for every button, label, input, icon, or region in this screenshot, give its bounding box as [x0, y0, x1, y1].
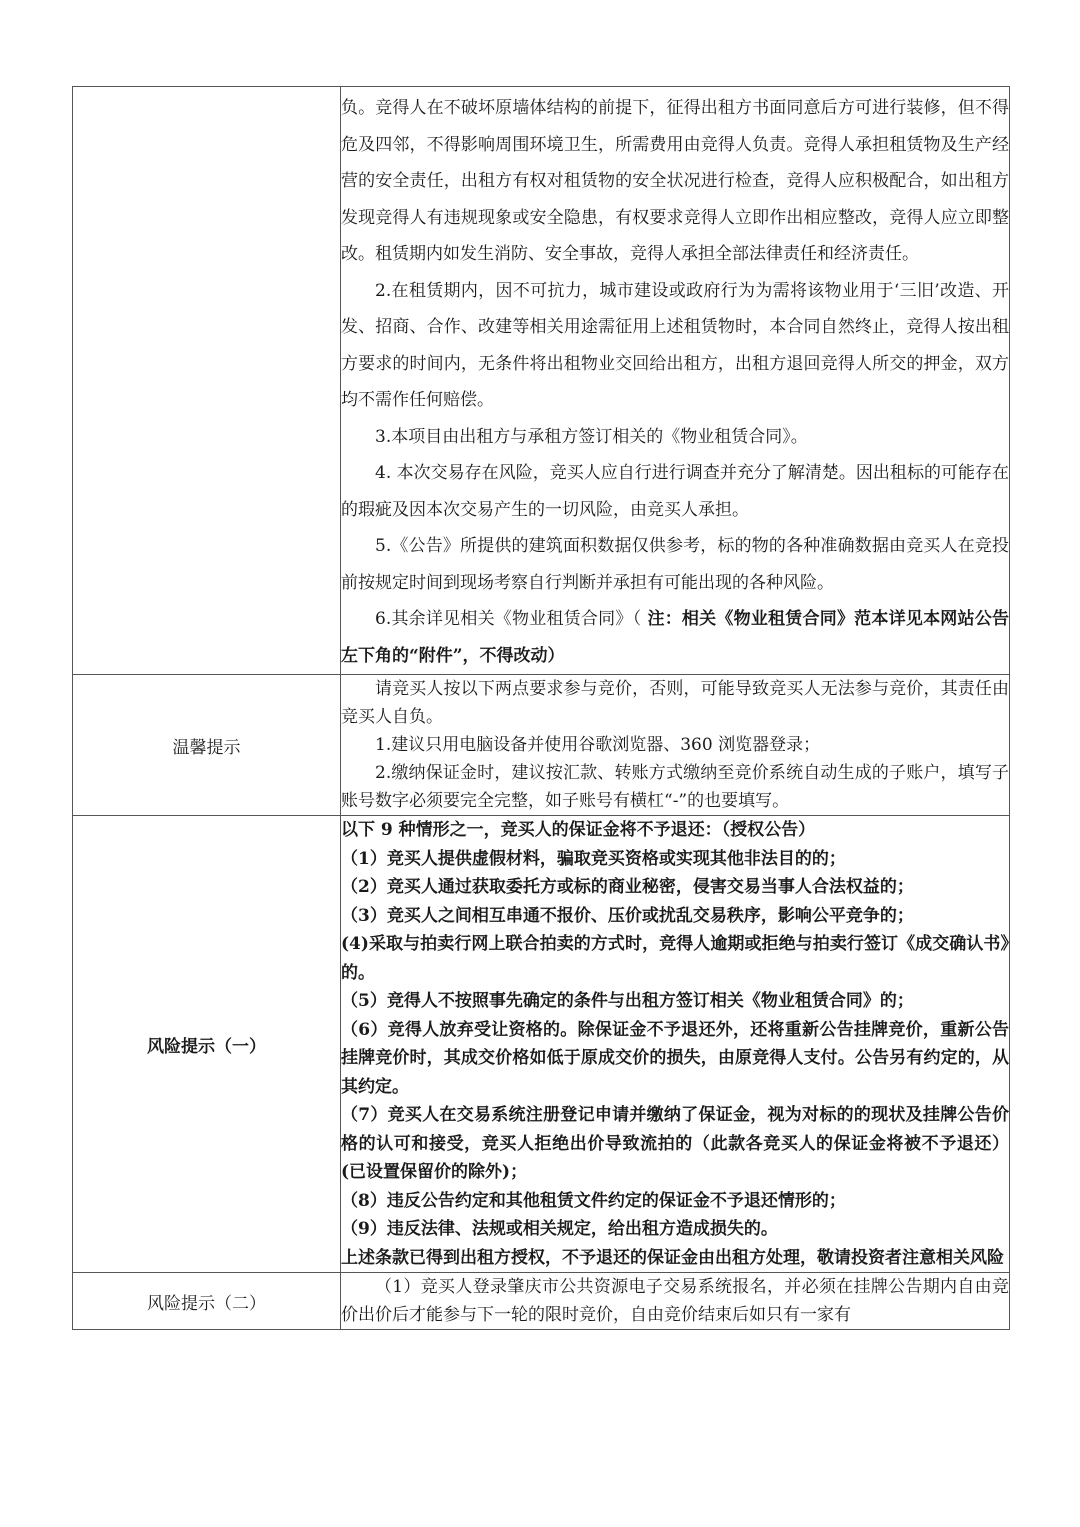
risk-paragraph: （5）竞得人不按照事先确定的条件与出租方签订相关《物业租赁合同》的；: [341, 991, 914, 1011]
risk-2-content: [341, 1273, 1010, 1330]
risk-paragraph: （7）竞买人在交易系统注册登记申请并缴纳了保证金，视为对标的的现状及挂牌公告价格的认可和接受，竞买人拒绝出价导致流拍的（此款各竞买人的保证金将被不予退还）(已设置保留价的除外)；: [341, 1105, 1009, 1182]
terms-paragraph-last: [341, 601, 1009, 674]
risk-paragraph: （3）竞买人之间相互串通不报价、压价或扰乱交易秩序，影响公平竞争的；: [341, 905, 914, 926]
terms-plain-text: 6.其余详见相关《物业租赁合同》（: [375, 609, 642, 629]
risk-paragraph: （6）竞得人放弃受让资格的。除保证金不予退还外，还将重新公告挂牌竞价，重新公告挂牌竞价时，其成交价格如低于原成交价的损失，由原竞得人支付。公告另有约定的，从其约定。: [341, 1019, 1009, 1097]
risk-paragraph: 上述条款已得到出租方授权，不予退还的保证金由出租方处理，敬请投资者注意相关风险: [341, 1247, 1004, 1268]
reminder-paragraph: 2.缴纳保证金时，建议按汇款、转账方式缴纳至竞价系统自动生成的子账户，填写子账号数字必须要完全完整，如子账号有横杠“-”的也要填写。: [341, 763, 1009, 811]
row-label-reminder: 温馨提示: [73, 675, 341, 816]
risk-paragraph: （9）违反法律、法规或相关规定，给出租方造成损失的。: [341, 1219, 778, 1239]
reminder-content: [341, 675, 1010, 816]
terms-paragraph: 负。竞得人在不破坏原墙体结构的前提下，征得出租方书面同意后方可进行装修，但不得危及四邻，不得影响周围环境卫生，所需费用由竞得人负责。竞得人承担租赁物及生产经营的安全责任，出租方有权对租赁物的安全状况进行检查，竞得人应积极配合，如出租方发现竞得人有违规现象或安全隐患，有权要求竞得人立即作出相应整改，竞得人应立即整改。租赁期内如发生消防、安全事故，竞得人承担全部法律责任和经济责任。: [341, 98, 1009, 264]
terms-paragraph: 3.本项目由出租方与承租方签订相关的《物业租赁合同》。: [375, 426, 808, 447]
risk-paragraph: （1）竞买人提供虚假材料，骗取竞买资格或实现其他非法目的的；: [341, 848, 846, 869]
row-label-empty: [73, 87, 341, 675]
row-label-risk-2: 风险提示（二）: [73, 1273, 341, 1330]
risk-paragraph: 以下 9 种情形之一，竞买人的保证金将不予退还：（授权公告）: [341, 820, 816, 840]
table-row-terms: [73, 87, 1010, 675]
risk-paragraph: (4)采取与拍卖行网上联合拍卖的方式时，竞得人逾期或拒绝与拍卖行签订《成交确认书》的。: [341, 934, 1009, 983]
terms-content: [341, 87, 1010, 675]
reminder-paragraph: 1.建议只用电脑设备并使用谷歌浏览器、360 浏览器登录；: [375, 735, 821, 755]
risk-paragraph: （8）违反公告约定和其他租赁文件约定的保证金不予退还情形的；: [341, 1190, 846, 1211]
reminder-paragraph: 请竞买人按以下两点要求参与竞价，否则，可能导致竞买人无法参与竞价，其责任由竞买人自负。: [341, 679, 1009, 727]
table-row-risk-2: [73, 1273, 1010, 1330]
terms-paragraph: 5.《公告》所提供的建筑面积数据仅供参考，标的物的各种准确数据由竞买人在竞投前按规定时间到现场考察自行判断并承担有可能出现的各种风险。: [341, 536, 1009, 593]
terms-bold-note: 注：相关《物业租赁合同》范本详见本网站公告左下角的“附件”，不得改动）: [341, 609, 1009, 666]
risk-2-paragraph: （1）竞买人登录肇庆市公共资源电子交易系统报名，并必须在挂牌公告期内自由竞价出价后才能参与下一轮的限时竞价，自由竞价结束后如只有一家有: [341, 1277, 1009, 1325]
terms-paragraph: 4. 本次交易存在风险，竞买人应自行进行调查并充分了解清楚。因出租标的可能存在的瑕疵及因本次交易产生的一切风险，由竞买人承担。: [341, 463, 1009, 520]
risk-1-content: [341, 816, 1010, 1273]
row-label-risk-1: 风险提示（一）: [73, 816, 341, 1273]
table-row-reminder: [73, 675, 1010, 816]
table-row-risk-1: [73, 816, 1010, 1273]
risk-paragraph: （2）竞买人通过获取委托方或标的商业秘密，侵害交易当事人合法权益的；: [341, 877, 914, 897]
notice-table: [72, 86, 1010, 1330]
terms-paragraph: 2.在租赁期内，因不可抗力，城市建设或政府行为为需将该物业用于‘三旧’改造、开发、招商、合作、改建等相关用途需征用上述租赁物时，本合同自然终止，竞得人按出租方要求的时间内，无条件将出租物业交回给出租方，出租方退回竞得人所交的押金，双方均不需作任何赔偿。: [341, 280, 1009, 410]
